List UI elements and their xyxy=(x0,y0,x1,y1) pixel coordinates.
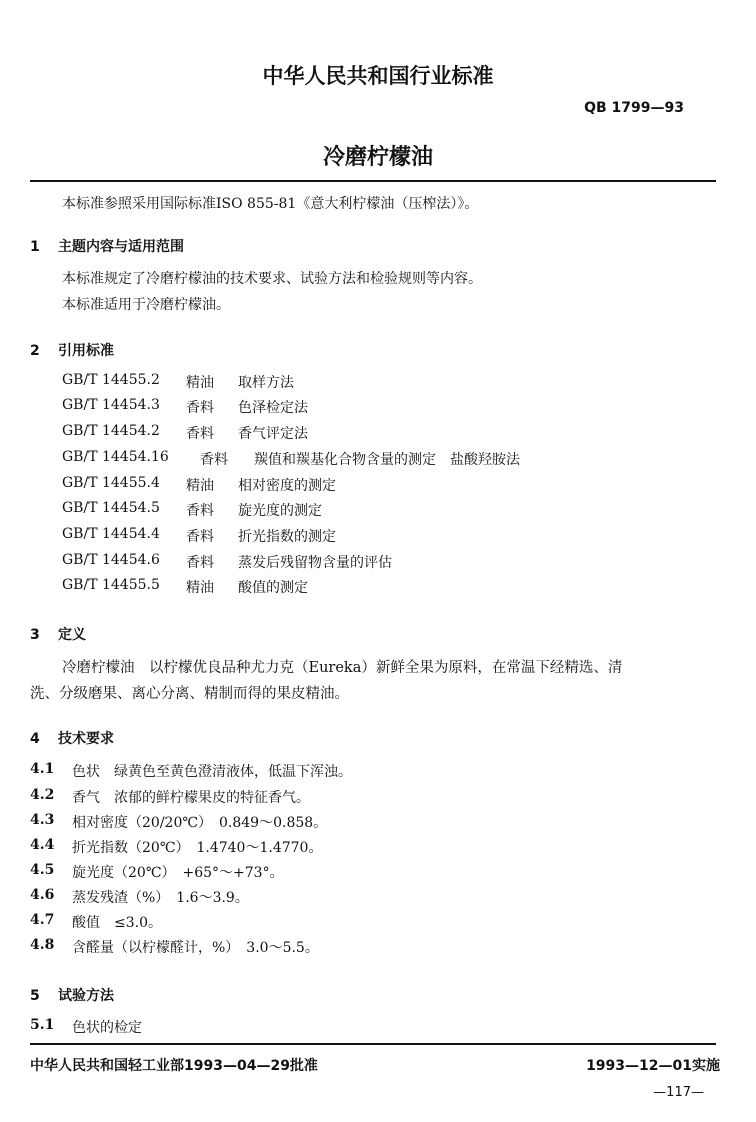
issuing-authority: 中华人民共和国行业标准 xyxy=(262,64,494,88)
header-rule xyxy=(30,180,716,182)
reference-type: 精油 xyxy=(186,580,214,596)
footer-rule xyxy=(30,1043,716,1045)
section-title: 技术要求 xyxy=(58,731,114,747)
clause-number: 4.4 xyxy=(30,837,55,853)
reference-title: 取样方法 xyxy=(238,375,294,391)
section-title: 定义 xyxy=(58,627,86,643)
reference-code: GB/T 14454.16 xyxy=(62,449,169,465)
reference-type: 香料 xyxy=(186,503,214,519)
clause-number: 4.1 xyxy=(30,761,55,777)
clause-text: 色状 绿黄色至黄色澄清液体，低温下浑浊。 xyxy=(72,764,352,780)
reference-title: 酸值的测定 xyxy=(238,580,308,596)
clause-text: 相对密度（20/20℃） 0.849～0.858。 xyxy=(72,815,328,831)
reference-code: GB/T 14454.5 xyxy=(62,500,160,516)
reference-title: 色泽检定法 xyxy=(238,400,308,416)
section-1-line: 本标准规定了冷磨柠檬油的技术要求、试验方法和检验规则等内容。 xyxy=(62,271,482,287)
clause-number: 5.1 xyxy=(30,1017,55,1033)
reference-type: 精油 xyxy=(186,375,214,391)
reference-code: GB/T 14455.2 xyxy=(62,372,160,388)
clause-text: 酸值 ≤3.0。 xyxy=(72,915,162,931)
clause-text: 色状的检定 xyxy=(72,1020,142,1036)
page-number: —117— xyxy=(653,1085,704,1100)
section-3-heading xyxy=(30,624,86,644)
section-number: 3 xyxy=(30,627,40,643)
reference-code: GB/T 14455.5 xyxy=(62,577,160,593)
reference-title: 羰值和羰基化合物含量的测定 盐酸羟胺法 xyxy=(254,452,520,468)
reference-code: GB/T 14454.6 xyxy=(62,552,160,568)
reference-title: 香气评定法 xyxy=(238,426,308,442)
reference-title: 折光指数的测定 xyxy=(238,529,336,545)
clause-number: 4.2 xyxy=(30,787,55,803)
reference-title: 蒸发后残留物含量的评估 xyxy=(238,555,392,571)
reference-code: GB/T 14455.4 xyxy=(62,475,160,491)
section-title: 引用标准 xyxy=(58,343,114,359)
section-number: 5 xyxy=(30,988,40,1004)
section-1-line: 本标准适用于冷磨柠檬油。 xyxy=(62,297,230,313)
definition-text: 冷磨柠檬油 以柠檬优良品种尤力克（Eureka）新鲜全果为原料，在常温下经精选、清 xyxy=(62,660,623,676)
clause-number: 4.3 xyxy=(30,812,55,828)
reference-type: 香料 xyxy=(186,400,214,416)
section-1-heading xyxy=(30,236,184,256)
reference-type: 香料 xyxy=(186,426,214,442)
section-number: 4 xyxy=(30,731,40,747)
reference-type: 香料 xyxy=(186,529,214,545)
definition-text: 洗、分级磨果、离心分离、精制而得的果皮精油。 xyxy=(30,686,349,702)
preface-text: 本标准参照采用国际标准ISO 855-81《意大利柠檬油（压榨法）》。 xyxy=(62,196,479,212)
section-title: 主题内容与适用范围 xyxy=(58,239,184,255)
implementation-date: 1993—12—01实施 xyxy=(586,1058,720,1074)
clause-number: 4.7 xyxy=(30,912,55,928)
clause-number: 4.5 xyxy=(30,862,55,878)
section-title: 试验方法 xyxy=(58,988,114,1004)
clause-text: 旋光度（20℃） +65°～+73°。 xyxy=(72,865,284,881)
section-2-heading xyxy=(30,340,114,360)
reference-type: 香料 xyxy=(186,555,214,571)
clause-text: 含醛量（以柠檬醛计，%） 3.0～5.5。 xyxy=(72,940,319,956)
clause-text: 蒸发残渣（%） 1.6～3.9。 xyxy=(72,890,249,906)
section-5-heading xyxy=(30,985,114,1005)
clause-number: 4.6 xyxy=(30,887,55,903)
reference-type: 精油 xyxy=(186,478,214,494)
reference-code: GB/T 14454.2 xyxy=(62,423,160,439)
reference-title: 相对密度的测定 xyxy=(238,478,336,494)
section-4-heading xyxy=(30,728,114,748)
reference-type: 香料 xyxy=(200,452,228,468)
reference-code: GB/T 14454.4 xyxy=(62,526,160,542)
section-number: 2 xyxy=(30,343,40,359)
section-number: 1 xyxy=(30,239,40,255)
document-title: 冷磨柠檬油 xyxy=(322,145,433,170)
clause-number: 4.8 xyxy=(30,937,55,953)
reference-title: 旋光度的测定 xyxy=(238,503,322,519)
standard-code: QB 1799—93 xyxy=(584,100,684,116)
approval-statement: 中华人民共和国轻工业部1993—04—29批准 xyxy=(30,1058,318,1074)
clause-text: 折光指数（20℃） 1.4740～1.4770。 xyxy=(72,840,323,856)
clause-text: 香气 浓郁的鲜柠檬果皮的特征香气。 xyxy=(72,790,310,806)
reference-code: GB/T 14454.3 xyxy=(62,397,160,413)
